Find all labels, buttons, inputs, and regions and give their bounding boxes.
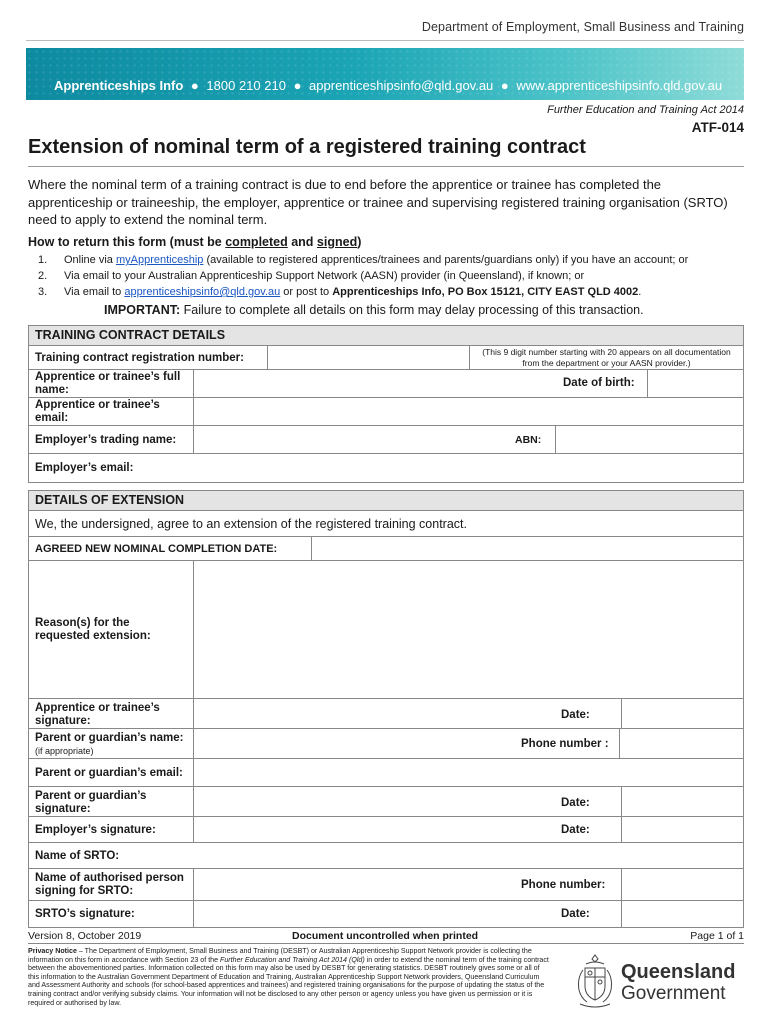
return-instructions-heading — [28, 235, 361, 249]
section-heading: DETAILS OF EXTENSION — [29, 491, 743, 511]
trading-name-label: Employer’s trading name: — [35, 434, 177, 446]
howto-prefix: How to return this form (must be — [28, 235, 226, 249]
list-item — [38, 252, 688, 268]
contact-banner — [26, 48, 744, 100]
srto-phone-field[interactable] — [621, 869, 743, 900]
version-text: Version 8, October 2019 — [28, 930, 142, 942]
training-contract-section — [28, 325, 744, 483]
employer-signature-row — [29, 817, 743, 843]
important-notice — [104, 303, 644, 317]
apprentice-signature-date-field[interactable] — [621, 699, 743, 728]
parent-email-row — [29, 759, 743, 787]
phone-label: Phone number: — [521, 879, 606, 891]
srto-signature-label: SRTO’s signature: — [35, 908, 135, 920]
phone-label: Phone number : — [521, 738, 609, 750]
privacy-act-name: Further Education and Training Act 2014 (Qld) — [220, 955, 365, 964]
uncontrolled-notice: Document uncontrolled when printed — [292, 930, 479, 942]
banner-phone[interactable]: 1800 210 210 — [206, 78, 286, 93]
dob-label: Date of birth: — [563, 377, 635, 389]
parent-signature-row — [29, 787, 743, 817]
postal-address: Apprenticeships Info, PO Box 15121, CITY EAST QLD 4002 — [332, 286, 639, 298]
step-text: or post to — [280, 286, 333, 298]
employer-email-field[interactable] — [193, 454, 743, 482]
intro-paragraph: Where the nominal term of a training contract is due to end before the apprentice or trainee has completed the apprenticeship or traineeship, the employer, apprentice or trainee and supervising registered training organisation (SRTO) need to apply to extend the nominal term. — [28, 177, 728, 227]
banner-email[interactable]: apprenticeshipsinfo@qld.gov.au — [309, 78, 494, 93]
registration-note-cell — [469, 346, 743, 369]
parent-name-field[interactable] — [193, 729, 505, 758]
privacy-text: in order to extend the nominal term of the training contract between the abovementioned parties. Information collected on this form may also be used by DESBT for generating statistics. DESBT routinely gives some or all of this information to the Australian Government Department of Education and Training, Australian Apprenticeship Support Network providers, Queensland Curriculum and Assessment Authority and schools (for school-based apprentices and trainees) and registered training organisations for the purpose of updating the status of the training contract and/or verifying subsidy claims. Your information will not be disclosed to any other person or agency unless you have given us permission or it is required or authorised by law. — [28, 955, 549, 1007]
privacy-notice — [28, 947, 550, 1007]
agreement-row — [29, 511, 743, 537]
section-heading: TRAINING CONTRACT DETAILS — [29, 326, 743, 346]
date-label: Date: — [561, 908, 590, 920]
employer-signature-date-field[interactable] — [621, 817, 743, 842]
if-appropriate-note: (if appropriate) — [35, 746, 94, 756]
department-name: Department of Employment, Small Business and Training — [421, 20, 744, 34]
srto-signature-field[interactable] — [193, 901, 551, 927]
employer-signature-field[interactable] — [193, 817, 551, 842]
howto-completed: completed — [225, 235, 288, 249]
myapprenticeship-link[interactable]: myApprenticeship — [115, 254, 204, 266]
parent-name-label — [35, 732, 183, 758]
bullet-icon: ● — [293, 78, 302, 93]
abn-field[interactable] — [555, 426, 743, 453]
authorised-person-row — [29, 869, 743, 901]
srto-signature-row — [29, 901, 743, 927]
registration-row — [29, 346, 743, 370]
howto-signed: signed — [316, 235, 358, 249]
full-name-field[interactable] — [193, 370, 553, 397]
step-text: (available to registered apprentices/trainees and parents/guardians only) if you have an account; or — [203, 254, 689, 266]
howto-suffix: ) — [357, 235, 362, 249]
new-completion-date-field[interactable] — [311, 537, 743, 560]
srto-signature-date-field[interactable] — [621, 901, 743, 927]
agreement-text: We, the undersigned, agree to an extension of the registered training contract. — [35, 517, 467, 531]
parent-name-row — [29, 729, 743, 759]
apprentice-signature-field[interactable] — [193, 699, 551, 728]
reasons-label: Reason(s) for the requested extension: — [35, 617, 151, 642]
parent-signature-field[interactable] — [193, 787, 551, 816]
page-number: Page 1 of 1 — [690, 930, 744, 942]
government-logo-text: Government — [621, 983, 726, 1004]
extension-section — [28, 490, 744, 928]
step-number: 1. — [38, 254, 48, 266]
parent-phone-field[interactable] — [619, 729, 743, 758]
bullet-icon: ● — [500, 78, 509, 93]
step-text: Via email to your Australian Apprenticeship Support Network (AASN) provider (in Queensland), if known; or — [64, 270, 585, 282]
parent-email-field[interactable] — [193, 759, 743, 786]
step-text: Online via — [64, 254, 116, 266]
date-label: Date: — [561, 824, 590, 836]
parent-signature-label: Parent or guardian’s signature: — [35, 790, 147, 815]
dob-field[interactable] — [647, 370, 743, 397]
queensland-crest-icon — [574, 952, 616, 1012]
date-label: Date: — [561, 709, 590, 721]
new-date-row — [29, 537, 743, 561]
list-item — [38, 268, 688, 284]
form-number: ATF-014 — [691, 120, 744, 135]
authorised-person-field[interactable] — [193, 869, 505, 900]
apprentice-signature-label: Apprentice or trainee’s signature: — [35, 702, 160, 727]
banner-name: Apprenticeships Info — [54, 78, 184, 93]
important-label: IMPORTANT: — [104, 303, 181, 317]
list-item — [38, 284, 688, 300]
privacy-text: – The Department of Employment, Small Business and Training (DESBT) or Australian Apprenticeship Support Network provider is collecting the information on this form in accordance with Section 23 of the — [28, 947, 532, 964]
footer-divider — [28, 943, 744, 944]
employer-email-label: Employer’s email: — [35, 462, 134, 474]
step-number: 3. — [38, 286, 48, 298]
srto-name-field[interactable] — [193, 843, 743, 868]
banner-website[interactable]: www.apprenticeshipsinfo.qld.gov.au — [516, 78, 723, 93]
step-text: . — [638, 286, 642, 298]
trading-name-field[interactable] — [193, 426, 505, 453]
trading-name-row — [29, 426, 743, 454]
reasons-field[interactable] — [193, 561, 743, 698]
parent-name-text: Parent or guardian’s name: — [35, 732, 184, 744]
apprentice-signature-row — [29, 699, 743, 729]
srto-name-row — [29, 843, 743, 869]
srto-name-label: Name of SRTO: — [35, 850, 120, 862]
important-text: Failure to complete all details on this form may delay processing of this transaction. — [180, 303, 644, 317]
header-divider — [26, 40, 744, 41]
date-label: Date: — [561, 797, 590, 809]
reasons-row — [29, 561, 743, 699]
title-divider — [28, 166, 744, 167]
step-text: Via email to — [64, 286, 125, 298]
abn-label: ABN: — [515, 434, 542, 446]
full-name-label: Apprentice or trainee’s full name: — [35, 371, 181, 396]
legislation-reference: Further Education and Training Act 2014 — [547, 104, 744, 116]
authorised-person-label: Name of authorised person signing for SRTO: — [35, 872, 184, 897]
apprentice-email-label: Apprentice or trainee’s email: — [35, 399, 160, 424]
parent-signature-date-field[interactable] — [621, 787, 743, 816]
privacy-label: Privacy Notice — [28, 947, 77, 955]
new-date-label: AGREED NEW NOMINAL COMPLETION DATE: — [35, 543, 278, 555]
return-steps-list — [38, 252, 688, 300]
page-title: Extension of nominal term of a registered training contract — [28, 136, 586, 158]
banner-contact-line — [54, 78, 722, 93]
apprentice-email-row — [29, 398, 743, 426]
howto-and: and — [287, 235, 317, 249]
registration-label: Training contract registration number: — [35, 352, 244, 364]
full-name-row — [29, 370, 743, 398]
registration-number-field[interactable] — [267, 346, 469, 369]
apprentice-email-field[interactable] — [193, 398, 743, 425]
employer-signature-label: Employer’s signature: — [35, 824, 156, 836]
queensland-logo-text: Queensland — [621, 961, 736, 983]
registration-note: (This 9 digit number starting with 20 appears on all documentation from the department or your AASN provider.) — [482, 347, 731, 368]
bullet-icon: ● — [190, 78, 199, 93]
step-number: 2. — [38, 270, 48, 282]
parent-email-label: Parent or guardian’s email: — [35, 767, 183, 779]
email-link[interactable]: apprenticeshipsinfo@qld.gov.au — [124, 286, 281, 298]
employer-email-row — [29, 454, 743, 482]
